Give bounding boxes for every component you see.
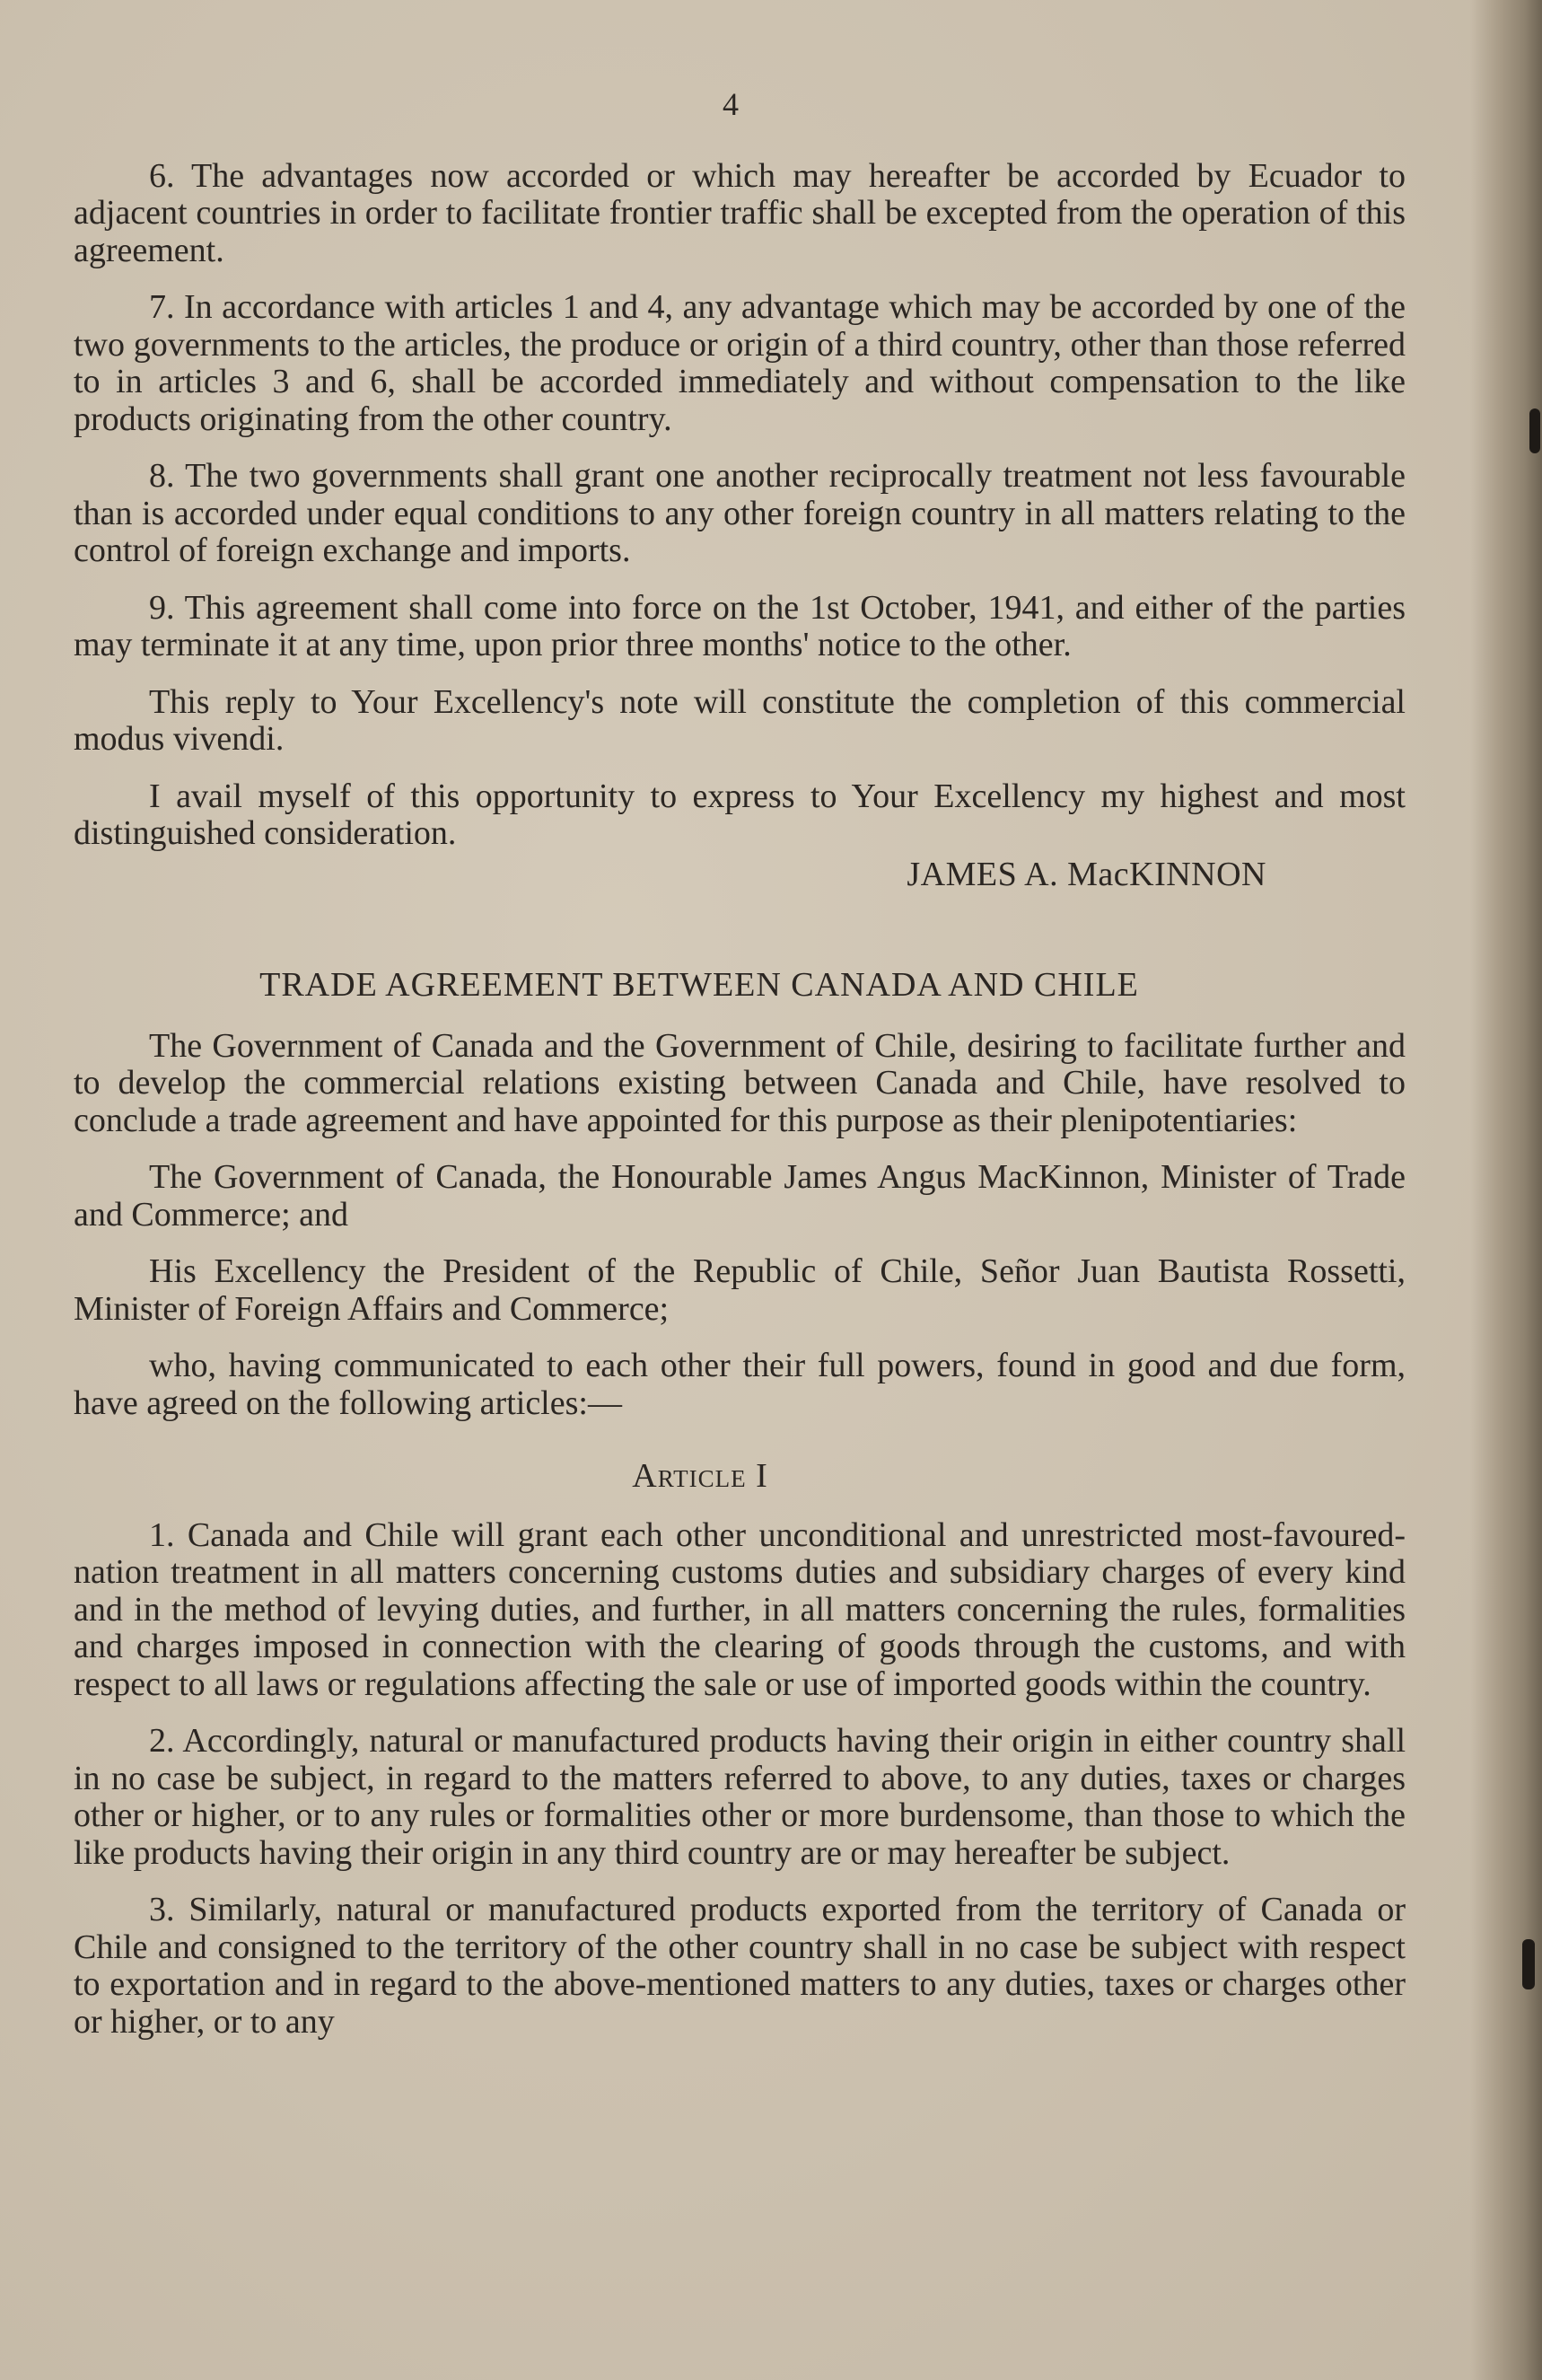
paragraph: The Government of Canada, the Honourable James Angus MacKinnon, Minister of Trade and Commerce; and	[74, 1158, 1406, 1234]
paragraph: 9. This agreement shall come into force on the 1st October, 1941, and either of the parties may terminate it at any time, upon prior three months' notice to the other.	[74, 588, 1406, 663]
paragraph: His Excellency the President of the Republic of Chile, Señor Juan Bautista Rossetti, Minister of Foreign Affairs and Commerce;	[74, 1252, 1406, 1328]
binding-hole	[1522, 1939, 1535, 1989]
paragraph: who, having communicated to each other their full powers, found in good and due form, have agreed on the following articles:—	[74, 1347, 1406, 1422]
page-binding-edge	[1470, 0, 1542, 2380]
paragraph: 3. Similarly, natural or manufactured products exported from the territory of Canada or Chile and consigned to the territory of the other country shall in no case be subject with respect to exportation and in regard to the above-mentioned matters to any duties, taxes or charges other or higher, or to any	[74, 1891, 1406, 2041]
paragraph: I avail myself of this opportunity to express to Your Excellency my highest and most distinguished consideration.	[74, 777, 1406, 852]
document-body	[74, 86, 1406, 2041]
binding-hole	[1529, 408, 1540, 453]
paragraph: 7. In accordance with articles 1 and 4, any advantage which may be accorded by one of the two governments to the articles, the produce or origin of a third country, other than those referred to in articles 3 and 6, shall be accorded immediately and without compensation to the like products originating from the other country.	[74, 288, 1406, 438]
article-heading: Article I	[632, 1457, 768, 1495]
paragraph: 2. Accordingly, natural or manufactured products having their origin in either country shall in no case be subject, in regard to the matters referred to above, to any duties, taxes or charges other or higher, or to any rules or formalities other or more burdensome, than those to which the like products having their origin in any third country are or may hereafter be subject.	[74, 1722, 1406, 1872]
paragraph: The Government of Canada and the Government of Chile, desiring to facilitate further and to develop the commercial relations existing between Canada and Chile, have resolved to conclude a trade agreement and have appointed for this purpose as their plenipotentiaries:	[74, 1026, 1406, 1139]
signature: JAMES A. MacKINNON	[907, 855, 1266, 893]
agreement-title: TRADE AGREEMENT BETWEEN CANADA AND CHILE	[259, 966, 1139, 1004]
paragraph: 8. The two governments shall grant one another reciprocally treatment not less favourable than is accorded under equal conditions to any other foreign country in all matters relating to the control of foreign exchange and imports.	[74, 457, 1406, 569]
page-number: 4	[723, 86, 739, 122]
paragraph: 1. Canada and Chile will grant each other unconditional and unrestricted most-favoured-nation treatment in all matters concerning customs duties and subsidiary charges of every kind and in the method of levying duties, and further, in all matters concerning the rules, formalities and charges imposed in connection with the clearing of goods through the customs, and with respect to all laws or regulations affecting the sale or use of imported goods within the country.	[74, 1515, 1406, 1703]
paragraph: 6. The advantages now accorded or which may hereafter be accorded by Ecuador to adjacent countries in order to facilitate frontier traffic shall be excepted from the operation of this agreement.	[74, 156, 1406, 269]
paragraph: This reply to Your Excellency's note will constitute the completion of this commercial modus vivendi.	[74, 682, 1406, 758]
